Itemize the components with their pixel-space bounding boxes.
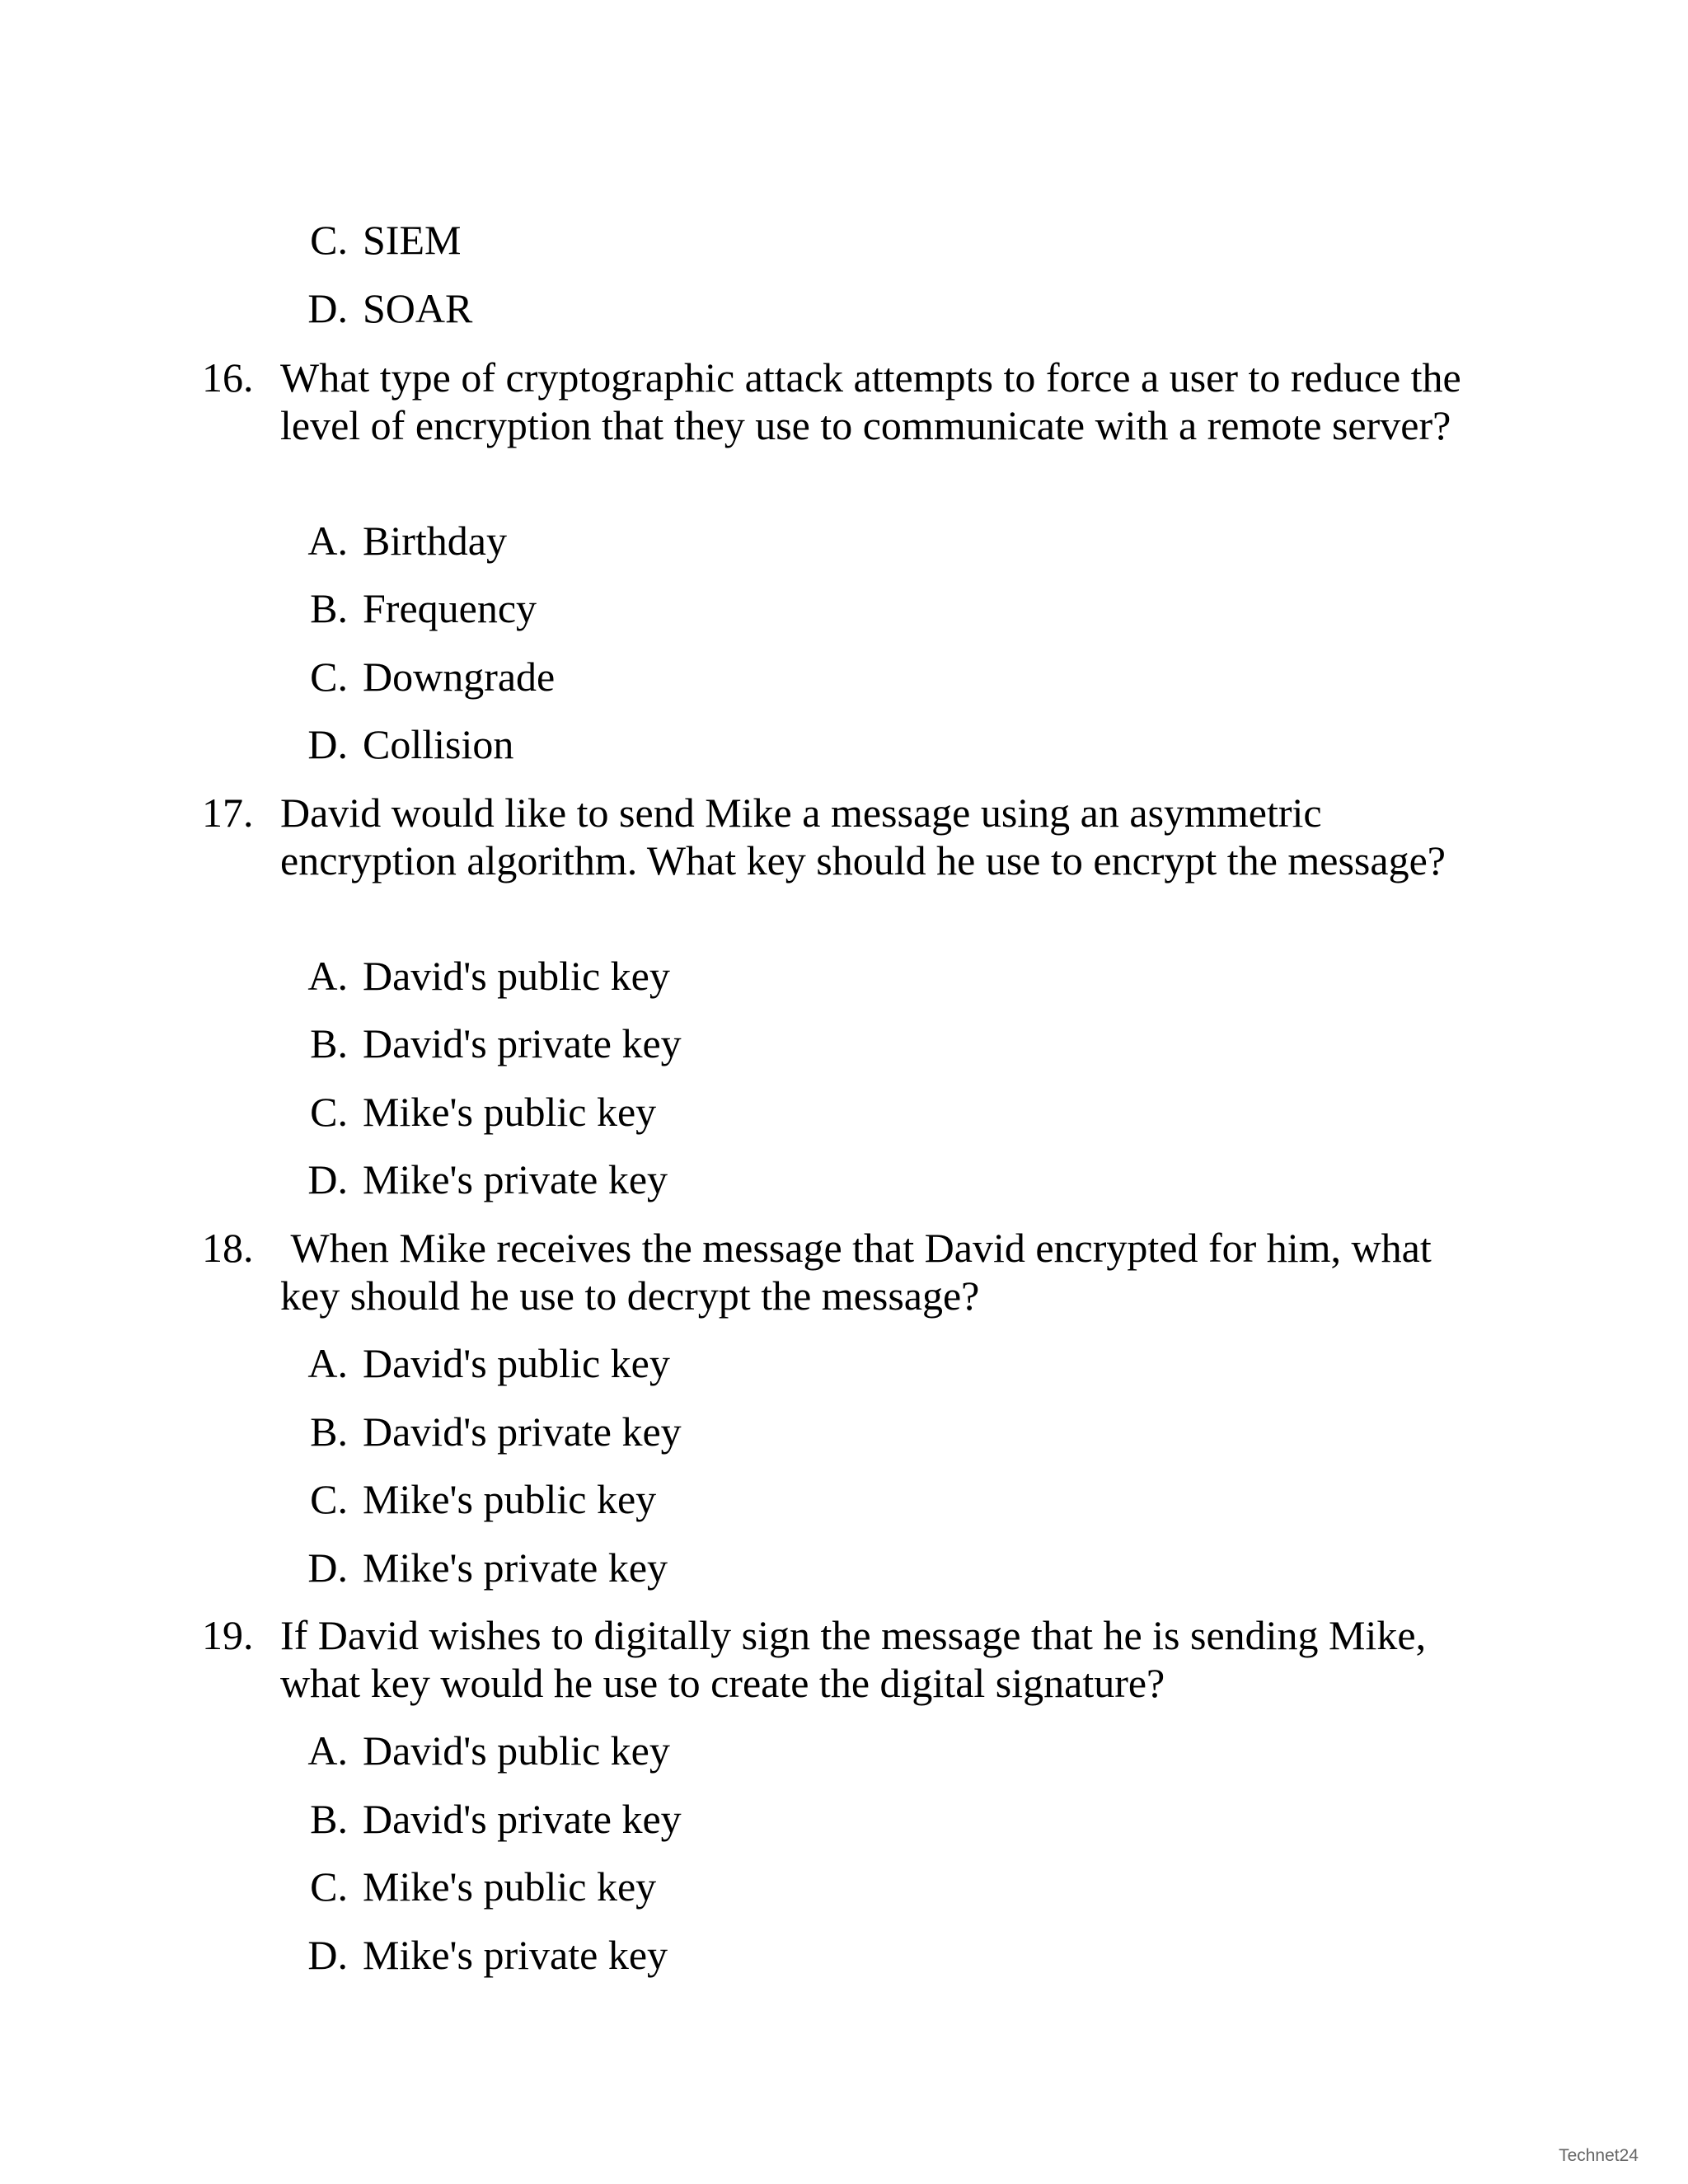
question-16-option-c (297, 653, 555, 701)
question-17 (202, 789, 1488, 884)
question-16-option-d (297, 720, 513, 768)
option-text: Mike's public key (363, 1863, 657, 1910)
question-19-option-a (297, 1727, 670, 1774)
question-19-option-d (297, 1931, 668, 1979)
question-text: What type of cryptographic attack attempts to force a user to reduce the level of encryption that they use to communicate with a remote server? (280, 354, 1461, 448)
option-letter: B. (310, 585, 348, 631)
question-text: David would like to send Mike a message using an asymmetric encryption algorithm. What key should he use to encrypt the message? (280, 790, 1446, 883)
question-17-option-a (297, 952, 670, 1000)
question-19 (202, 1611, 1488, 1707)
option-letter: B. (310, 1408, 348, 1455)
option-text: Collision (363, 721, 514, 767)
option-letter: A. (307, 1340, 348, 1386)
option-text: Downgrade (363, 654, 556, 700)
option-letter: C. (310, 1476, 348, 1522)
option-letter: C. (310, 217, 348, 263)
question-18-option-c (297, 1475, 656, 1523)
question-17-option-b (297, 1019, 682, 1067)
question-text: When Mike receives the message that David encrypted for him, what key should he use to decrypt the message? (280, 1225, 1442, 1319)
option-letter: C. (310, 1089, 348, 1135)
option-c (297, 216, 461, 264)
option-letter: B. (310, 1796, 348, 1842)
option-text: SOAR (363, 285, 473, 331)
option-letter: D. (307, 1544, 348, 1591)
option-text: David's private key (363, 1020, 682, 1066)
option-text: David's public key (363, 953, 670, 999)
option-text: David's private key (363, 1408, 682, 1455)
question-18-option-a (297, 1339, 670, 1387)
option-letter: A. (307, 953, 348, 999)
question-18-option-b (297, 1408, 682, 1455)
option-text: David's public key (363, 1727, 670, 1774)
question-number: 17. (202, 790, 254, 836)
option-text: Mike's public key (363, 1089, 657, 1135)
option-letter: A. (307, 518, 348, 564)
option-letter: A. (307, 1727, 348, 1774)
question-16-option-b (297, 584, 537, 632)
option-text: SIEM (363, 217, 462, 263)
option-letter: C. (310, 654, 348, 700)
question-18 (202, 1224, 1488, 1319)
option-letter: C. (310, 1863, 348, 1910)
option-text: Mike's private key (363, 1544, 668, 1591)
question-text: If David wishes to digitally sign the message that he is sending Mike, what key would he use to create the digital signature? (280, 1612, 1427, 1706)
question-17-option-d (297, 1155, 668, 1203)
option-text: David's public key (363, 1340, 670, 1386)
option-letter: D. (307, 1932, 348, 1978)
question-18-option-d (297, 1544, 668, 1591)
question-number: 18. (202, 1225, 254, 1271)
question-number: 19. (202, 1612, 254, 1658)
option-d (297, 284, 472, 332)
question-19-option-c (297, 1863, 656, 1910)
option-text: Birthday (363, 518, 507, 564)
question-16 (202, 354, 1488, 449)
option-letter: D. (307, 1156, 348, 1202)
option-letter: D. (307, 285, 348, 331)
question-19-option-b (297, 1795, 682, 1843)
footer-watermark: Technet24 (1559, 2146, 1639, 2165)
question-number: 16. (202, 354, 254, 401)
option-text: David's private key (363, 1796, 682, 1842)
option-text: Mike's private key (363, 1932, 668, 1978)
option-letter: B. (310, 1020, 348, 1066)
option-text: Mike's public key (363, 1476, 657, 1522)
option-letter: D. (307, 721, 348, 767)
option-text: Mike's private key (363, 1156, 668, 1202)
question-17-option-c (297, 1088, 656, 1136)
option-text: Frequency (363, 585, 537, 631)
question-16-option-a (297, 517, 507, 565)
